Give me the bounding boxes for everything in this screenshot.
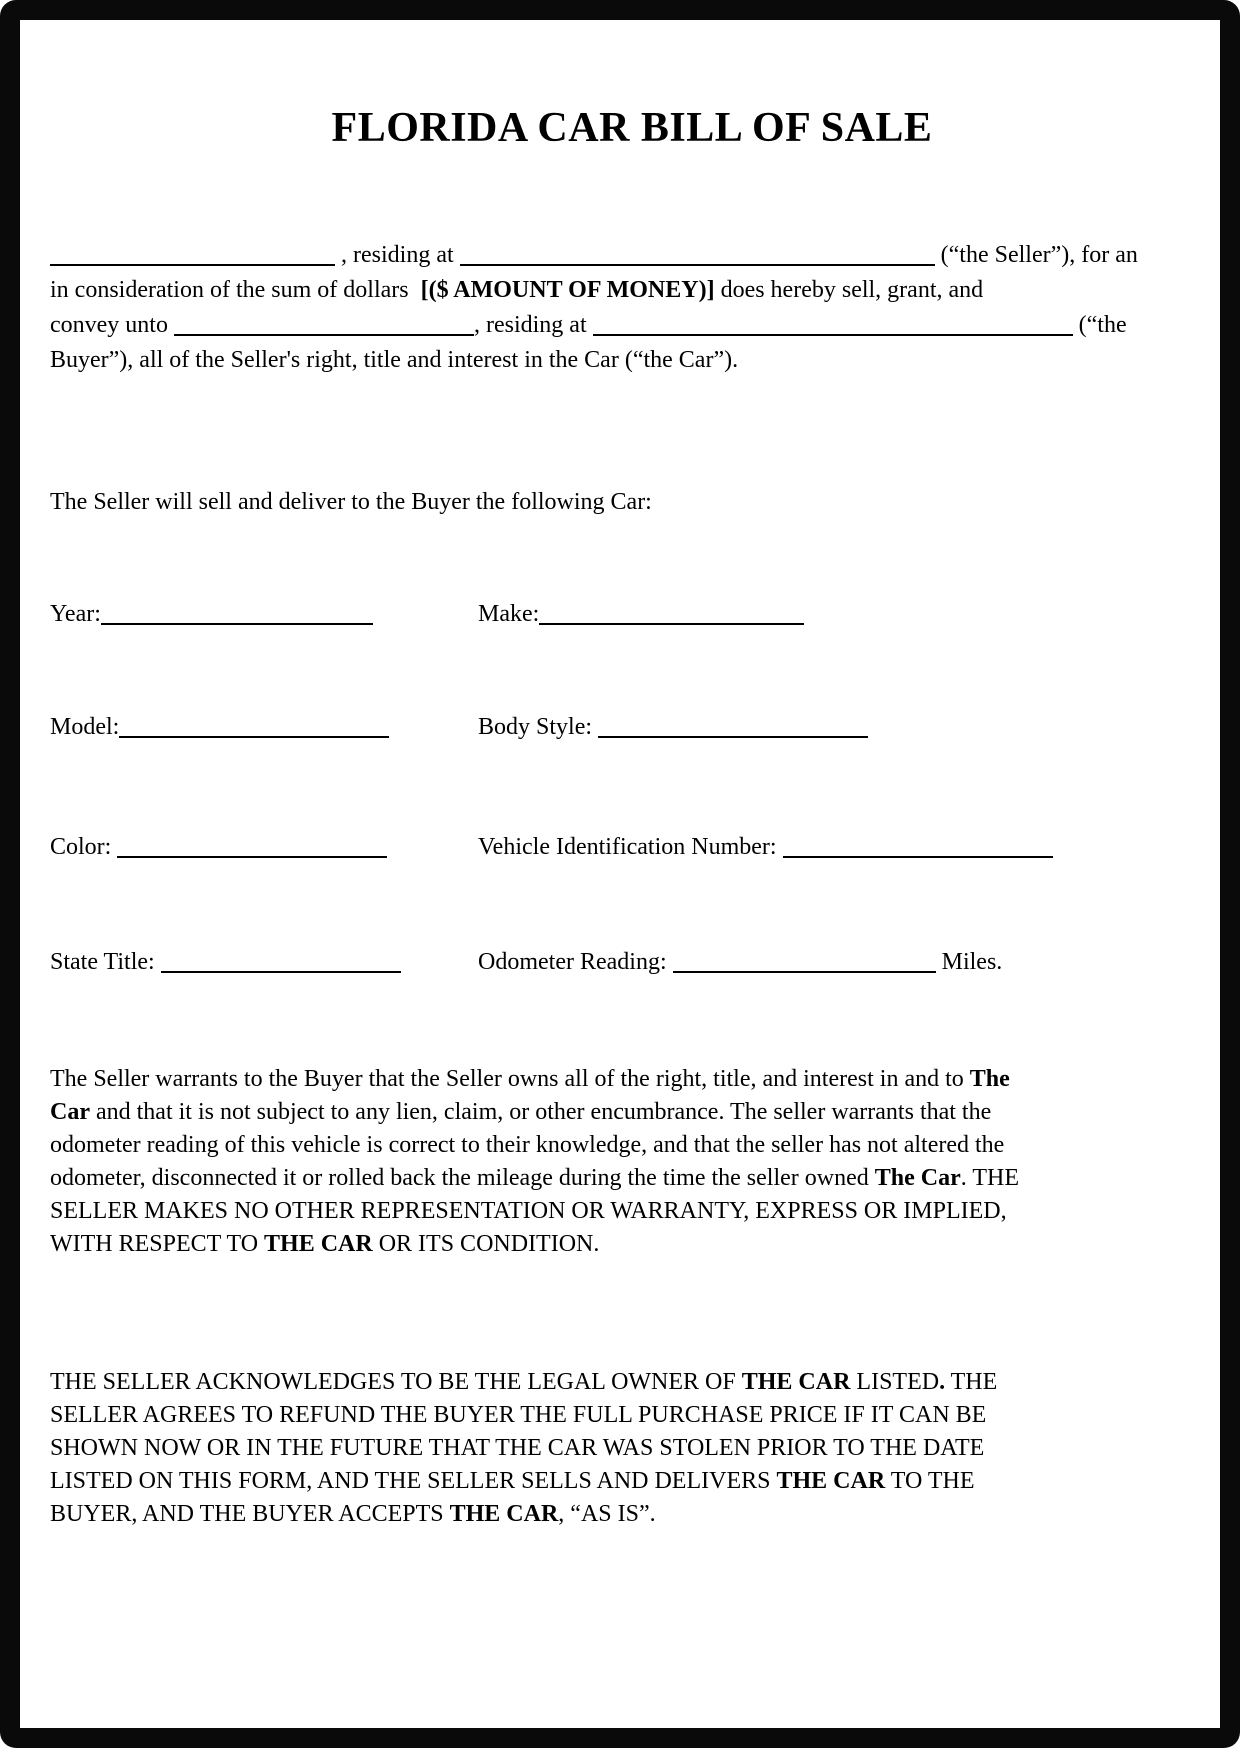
field-row [50,711,1214,757]
blank-underline [117,836,387,858]
text-line: odometer reading of this vehicle is correct to their knowledge, and that the seller has not altered the [50,1132,1005,1158]
field-row [50,598,1214,644]
text-line: SELLER AGREES TO REFUND THE BUYER THE FULL PURCHASE PRICE IF IT CAN BE [50,1402,987,1428]
bold-text: THE CAR [776,1468,886,1494]
text-line: odometer, disconnected it or rolled back the mileage during the time the seller owned The Car. THE [50,1165,1019,1191]
field-right: Body Style: [478,711,868,744]
bold-text: Car [50,1099,90,1125]
text-line: SHOWN NOW OR IN THE FUTURE THAT THE CAR WAS STOLEN PRIOR TO THE DATE [50,1435,985,1461]
text-line: THE SELLER ACKNOWLEDGES TO BE THE LEGAL OWNER OF THE CAR LISTED. THE [50,1369,998,1395]
bill-of-sale-document [20,20,1220,1728]
text-line: in consideration of the sum of dollars [($ AMOUNT OF MONEY)] does hereby sell, grant, and [50,277,984,303]
text-line: The Seller warrants to the Buyer that the Seller owns all of the right, title, and interest in and to The [50,1066,1010,1092]
blank-underline [593,314,1073,336]
blank-underline [50,244,335,266]
bold-text: THE CAR [264,1231,373,1257]
field-left: Color: [50,831,478,864]
field-right: Make: [478,598,804,631]
vehicle-detail-fields [50,598,1214,992]
text-line: convey unto , residing at (“the [50,312,1127,338]
blank-underline [783,836,1053,858]
document-title: FLORIDA CAR BILL OF SALE [331,105,933,151]
bold-text: [($ AMOUNT OF MONEY)] [420,277,715,303]
bold-text: . [939,1369,946,1395]
blank-underline [539,603,804,625]
field-row [50,831,1214,877]
text-line: Car and that it is not subject to any lien, claim, or other encumbrance. The seller warrants that the [50,1099,992,1125]
field-right: Odometer Reading: Miles. [478,949,1003,975]
blank-underline [673,951,936,973]
blank-underline [174,314,474,336]
field-right: Vehicle Identification Number: [478,831,1053,864]
field-row [50,946,1214,992]
text-line: SELLER MAKES NO OTHER REPRESENTATION OR WARRANTY, EXPRESS OR IMPLIED, [50,1198,1007,1224]
intro-paragraph [50,238,1214,378]
blank-underline [598,716,868,738]
bold-text: The Car [874,1165,961,1191]
text-line: WITH RESPECT TO THE CAR OR ITS CONDITION. [50,1231,600,1257]
field-left: Model: [50,711,478,744]
blank-underline [460,244,935,266]
blank-underline [161,951,401,973]
blank-underline [119,716,389,738]
text-line: LISTED ON THIS FORM, AND THE SELLER SELLS AND DELIVERS THE CAR TO THE [50,1468,975,1494]
text-line: BUYER, AND THE BUYER ACCEPTS THE CAR, “AS IS”. [50,1501,656,1527]
field-left: State Title: [50,946,478,979]
blank-underline [101,603,373,625]
field-left: Year: [50,598,478,631]
text-line: Buyer”), all of the Seller's right, title and interest in the Car (“the Car”). [50,347,739,373]
warranty-paragraph [50,1063,1214,1261]
bold-text: THE CAR [449,1501,559,1527]
acknowledgment-paragraph [50,1366,1214,1531]
text-line: , residing at (“the Seller”), for an [50,238,1214,273]
bold-text: The [969,1066,1010,1092]
deliver-statement: The Seller will sell and deliver to the Buyer the following Car: [50,489,652,515]
bold-text: THE CAR [741,1369,851,1395]
